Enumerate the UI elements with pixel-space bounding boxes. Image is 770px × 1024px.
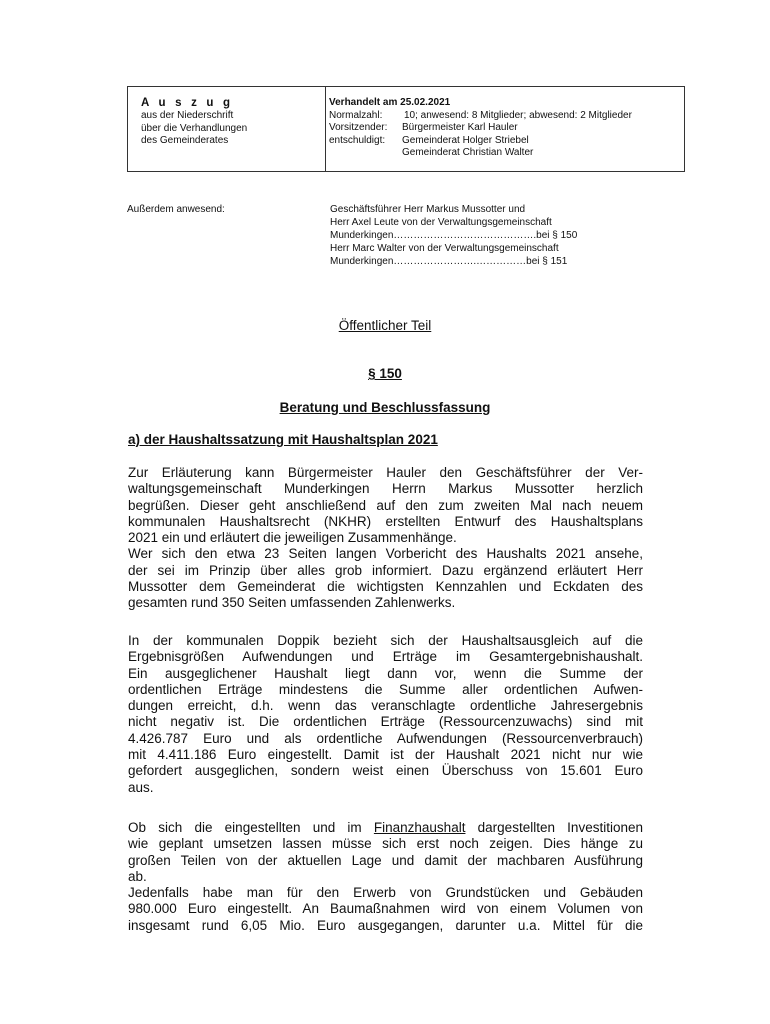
entschuldigt-value-2: Gemeinderat Christian Walter (402, 147, 534, 158)
text-line: 2021 ein und erläutert die jeweiligen Zusammenhänge. (128, 530, 457, 546)
auszug-sub-3: des Gemeinderates (141, 135, 229, 146)
paragraph-number: § 150 (368, 366, 402, 381)
text-line: dungen erreicht, d.h. wenn das veranschlagte ordentliche Jahresergebnis (128, 698, 643, 714)
text-line: nicht negativ ist. Die ordentlichen Erträge (Ressourcenzuwachs) sind mit (128, 714, 643, 730)
text-line: Zur Erläuterung kann Bürgermeister Hauler den Geschäftsführer der Ver- (128, 465, 643, 480)
auszug-title: A u s z u g (141, 97, 234, 109)
text-line: Jedenfalls habe man für den Erwerb von Grundstücken und Gebäuden (128, 885, 643, 901)
paragraph-1 (128, 465, 643, 612)
text-line: ab. (128, 868, 147, 884)
public-part-heading: Öffentlicher Teil (338, 318, 432, 333)
text-line: Ergebnisgrößen Aufwendungen und Erträge im Gesamtergebnishaushalt. (128, 649, 643, 665)
text-line: In der kommunalen Doppik bezieht sich der Haushaltsausgleich auf die (128, 633, 643, 648)
header-table (127, 86, 685, 172)
text-line: waltungsgemeinschaft Munderkingen Herrn Markus Mussotter herzlich (128, 481, 643, 497)
text-line (128, 820, 643, 836)
entschuldigt-label: entschuldigt: (329, 134, 386, 146)
auszug-sub-1: aus der Niederschrift (141, 110, 234, 121)
text-line: gefordert ausgeglichen, sondern weist einen Überschuss von 15.601 Euro (128, 763, 643, 779)
text-line: Mussotter dem Gemeinderat die wichtigsten Kennzahlen und Eckdaten des (128, 579, 643, 595)
text-line: begrüßen. Dieser geht anschließend auf den zum zweiten Mal nach neuem (128, 497, 643, 513)
attendance-line: Munderkingen…………………………………….bei § 150 (330, 230, 578, 241)
text-line: insgesamt rund 6,05 Mio. Euro ausgegangen, darunter u.a. Mittel für die (128, 917, 643, 933)
normalzahl-row (329, 110, 684, 123)
text-line: mit 4.411.186 Euro eingestellt. Damit ist der Haushalt 2021 nicht nur wie (128, 747, 643, 763)
beratung-heading: Beratung und Beschlussfassung (279, 400, 491, 415)
attendance-line: Geschäftsführer Herr Markus Mussotter und (330, 204, 526, 215)
text-line: großen Teilen von der aktuellen Lage und damit der machbaren Ausführung (128, 852, 643, 868)
text-line: Wer sich den etwa 23 Seiten langen Vorbericht des Haushalts 2021 ansehe, (128, 546, 643, 562)
attendance-line: Munderkingen…………………….……………bei § 151 (330, 256, 568, 267)
paragraph-3 (128, 820, 643, 934)
entschuldigt-row-2 (329, 147, 684, 160)
text-line: wie geplant umsetzen lassen müsse sich erst noch zeigen. Dies hänge zu (128, 836, 643, 852)
auszug-sub-2: über die Verhandlungen (141, 122, 248, 134)
text-fragment: dargestellten Investitionen (465, 820, 643, 835)
paragraph-2 (128, 633, 643, 796)
text-line: ordentlichen Erträge mindestens die Summe aller ordentlichen Aufwen- (128, 681, 643, 697)
header-right-cell (326, 87, 684, 171)
text-line: 4.426.787 Euro und als ordentliche Aufwendungen (Ressourcenverbrauch) (128, 730, 643, 746)
vorsitz-label: Vorsitzender: (329, 122, 388, 133)
entschuldigt-row (329, 135, 684, 148)
entschuldigt-value-1: Gemeinderat Holger Striebel (402, 134, 529, 146)
attendance-list (330, 203, 577, 268)
verhandelt-date: Verhandelt am 25.02.2021 (329, 97, 451, 108)
subsection-title: a) der Haushaltssatzung mit Haushaltsplan 2021 (128, 432, 438, 447)
attendance-line: Herr Marc Walter von der Verwaltungsgemeinschaft (330, 243, 559, 254)
vorsitz-value: Bürgermeister Karl Hauler (402, 122, 518, 133)
text-line: der sei im Prinzip über alles grob informiert. Dazu ergänzend erläutert Herr (128, 562, 643, 578)
text-line: kommunalen Haushaltsrecht (NKHR) erstellten Entwurf des Haushaltsplans (128, 513, 643, 529)
text-line: Ein ausgeglichener Haushalt liegt dann vor, wenn die Summe der (128, 665, 643, 681)
text-line: aus. (128, 779, 154, 795)
normalzahl-value: 10; anwesend: 8 Mitglieder; abwesend: 2 Mitglieder (404, 109, 632, 121)
attendance-label: Außerdem anwesend: (127, 204, 225, 215)
attendance-line: Herr Axel Leute von der Verwaltungsgemeinschaft (330, 217, 552, 228)
text-fragment: Ob sich die eingestellten und im (128, 820, 374, 835)
text-line: gesamten rund 350 Seiten umfassenden Zahlenwerks. (128, 595, 456, 611)
header-left-cell (128, 87, 326, 171)
vorsitz-row (329, 122, 684, 135)
text-line: 980.000 Euro eingestellt. An Baumaßnahmen wird von einem Volumen von (128, 901, 643, 917)
finanzhaushalt-link[interactable]: Finanzhaushalt (373, 820, 466, 835)
normalzahl-label: Normalzahl: (329, 109, 383, 121)
